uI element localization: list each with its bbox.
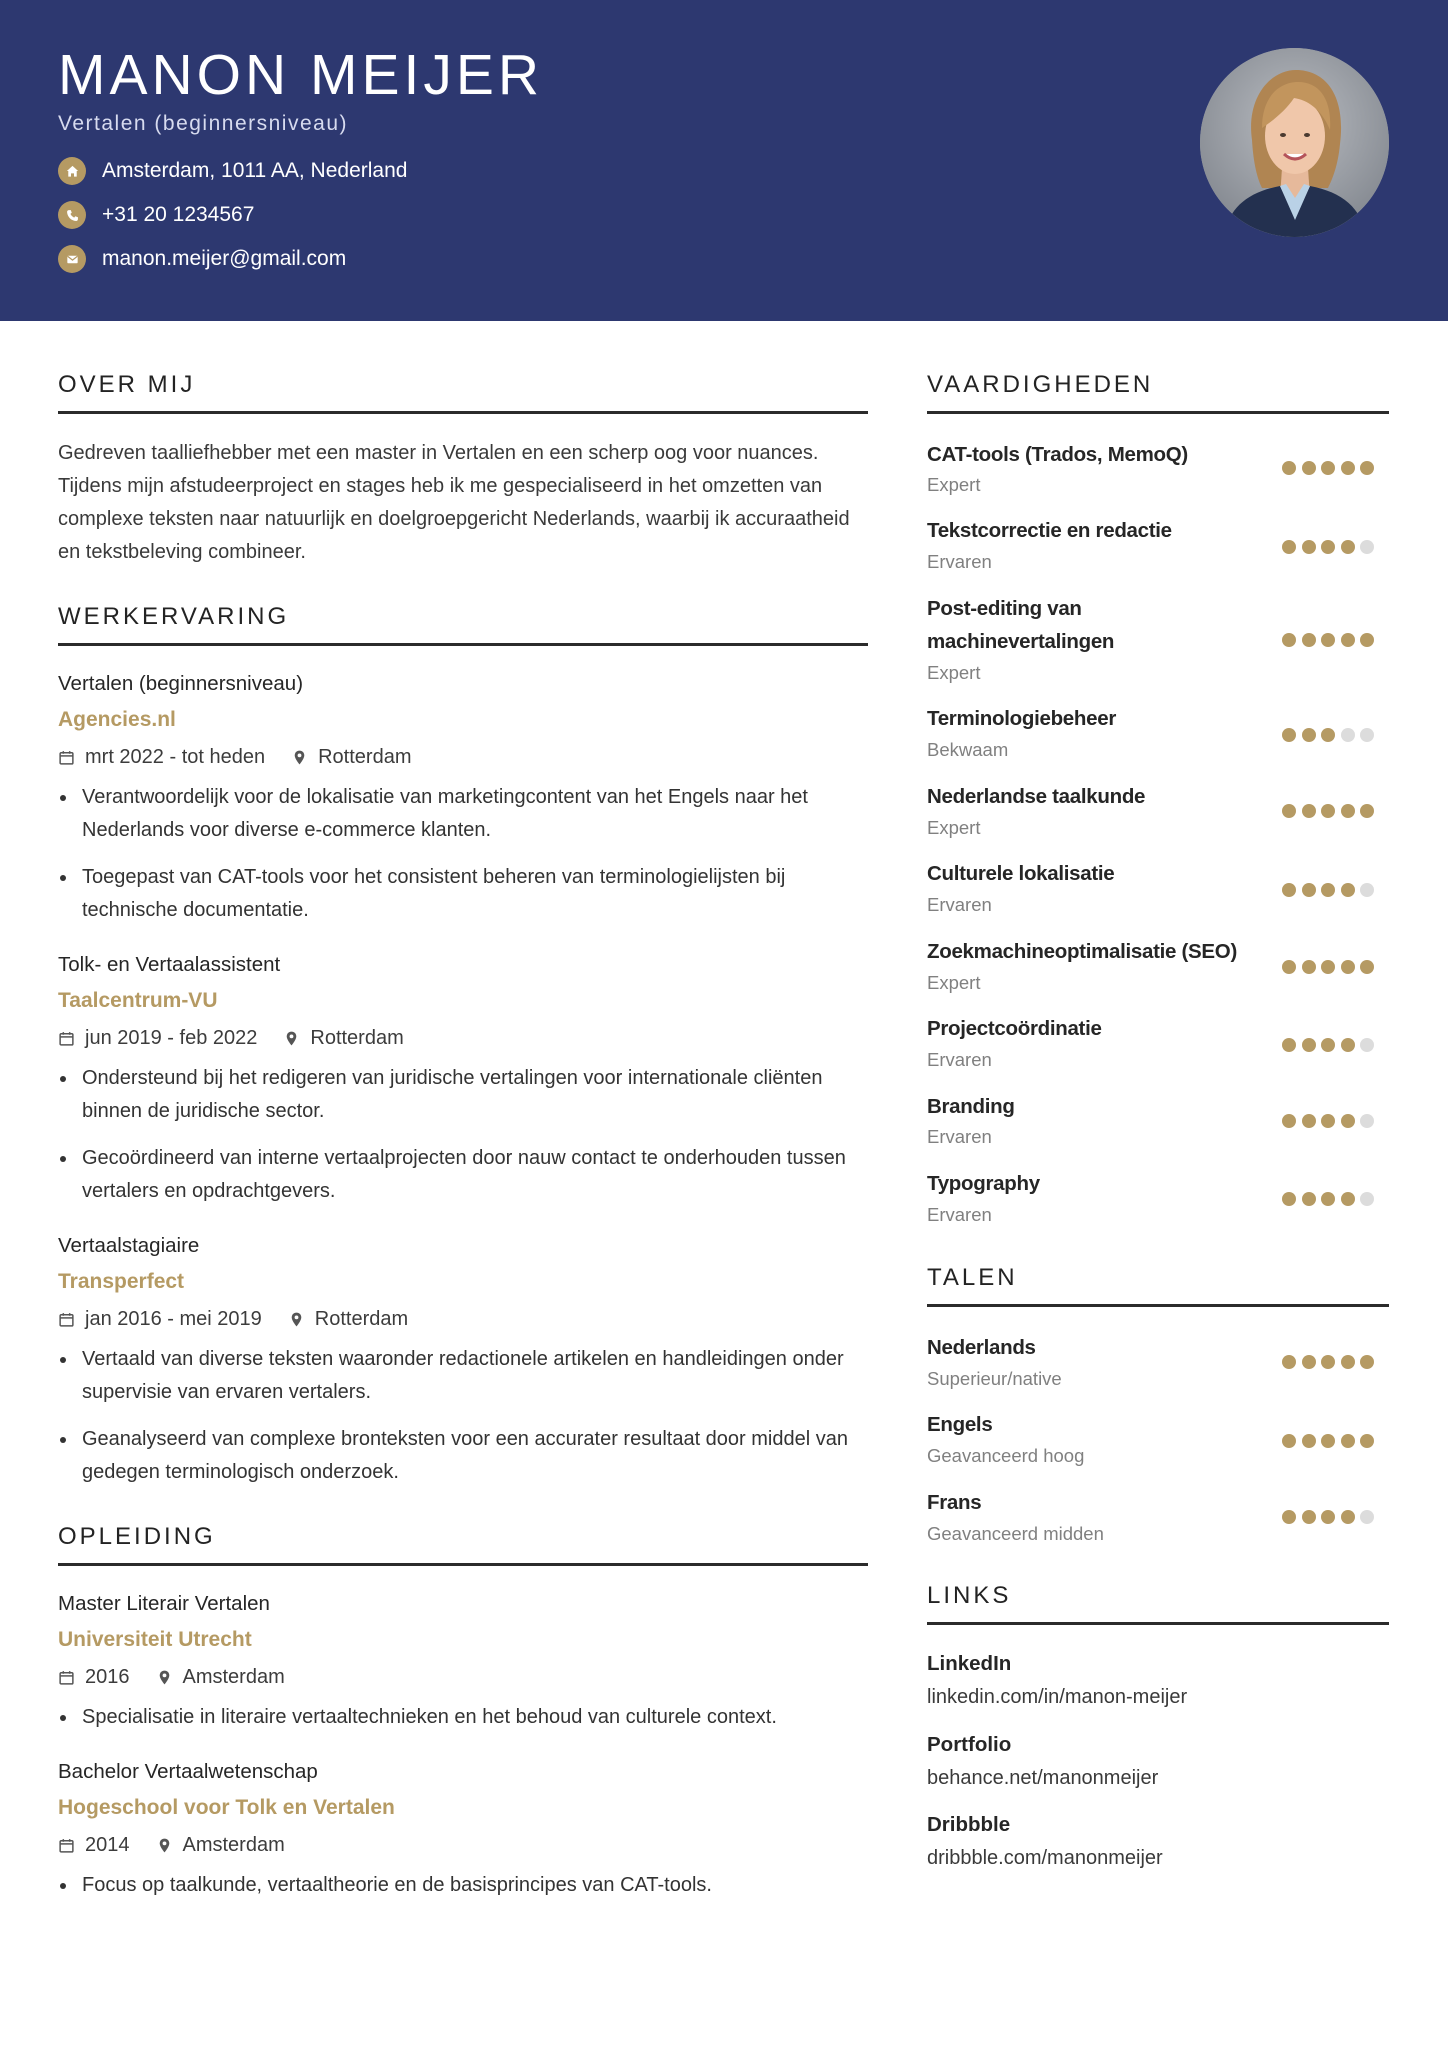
rating-dot-empty <box>1360 1192 1374 1206</box>
rating-dot-filled <box>1341 1038 1355 1052</box>
rating-dot-filled <box>1282 540 1296 554</box>
skill-name: Culturele lokalisatie <box>927 862 1115 885</box>
rating-dot-filled <box>1302 804 1316 818</box>
company-name: Taalcentrum-VU <box>58 989 218 1012</box>
rating-dot-filled <box>1321 883 1335 897</box>
rating-dot-empty <box>1360 883 1374 897</box>
rating-dot-filled <box>1321 633 1335 647</box>
language-level: Geavanceerd hoog <box>927 1445 1085 1466</box>
job-bullet: Toegepast van CAT-tools voor het consistent beheren van terminologielijsten bij technische documentatie. <box>58 861 870 927</box>
rating-dot-empty <box>1360 540 1374 554</box>
link-label-linkedin: LinkedIn <box>927 1652 1012 1675</box>
mail-icon <box>58 245 86 273</box>
rating-dot-filled <box>1302 1510 1316 1524</box>
header-banner <box>0 0 1448 321</box>
job-meta <box>58 1024 404 1052</box>
skill-rating <box>1282 1038 1380 1052</box>
phone-text[interactable]: +31 20 1234567 <box>102 203 255 226</box>
job-location: Rotterdam <box>314 1307 409 1330</box>
experience-divider <box>58 643 868 646</box>
skill-name: CAT-tools (Trados, MemoQ) <box>927 443 1188 466</box>
rating-dot-filled <box>1321 1355 1335 1369</box>
skill-level: Ervaren <box>927 1204 992 1225</box>
rating-dot-filled <box>1321 540 1335 554</box>
contact-phone <box>58 200 254 230</box>
rating-dot-filled <box>1341 960 1355 974</box>
education-year: 2016 <box>85 1665 130 1688</box>
rating-dot-filled <box>1321 461 1335 475</box>
rating-dot-filled <box>1341 1434 1355 1448</box>
calendar-icon <box>58 1030 75 1047</box>
skill-name: Post-editing van machinevertalingen <box>927 597 1115 653</box>
rating-dot-filled <box>1282 1510 1296 1524</box>
skill-name: Zoekmachineoptimalisatie (SEO) <box>927 940 1237 963</box>
education-year: 2014 <box>85 1833 130 1856</box>
school-name: Hogeschool voor Tolk en Vertalen <box>58 1796 395 1819</box>
candidate-role: Vertalen (beginnersniveau) <box>58 112 348 135</box>
skill-level: Expert <box>927 662 981 683</box>
education-meta <box>58 1831 285 1859</box>
skill-level: Bekwaam <box>927 739 1009 760</box>
rating-dot-filled <box>1282 633 1296 647</box>
about-text: Gedreven taalliefhebber met een master in Vertalen en een scherp oog voor nuances. Tijdens mijn afstudeerproject en stages heb ik me gespecialiseerd in het omzetten van complexe teksten naar natuurlijk en doelgroepgericht Nederlands, waarbij ik accuraatheid en tekstbeleving combineer. <box>58 442 850 563</box>
job-bullet: Vertaald van diverse teksten waaronder redactionele artikelen en handleidingen onder supervisie van ervaren vertalers. <box>58 1343 870 1409</box>
location-pin-icon <box>283 1030 300 1047</box>
rating-dot-filled <box>1321 728 1335 742</box>
rating-dot-filled <box>1302 633 1316 647</box>
rating-dot-filled <box>1282 728 1296 742</box>
skill-name: Typography <box>927 1172 1040 1195</box>
skill-rating <box>1282 1192 1380 1206</box>
rating-dot-filled <box>1360 1355 1374 1369</box>
rating-dot-filled <box>1302 728 1316 742</box>
address-text: Amsterdam, 1011 AA, Nederland <box>102 159 408 182</box>
job-location: Rotterdam <box>310 1026 404 1049</box>
rating-dot-filled <box>1360 960 1374 974</box>
calendar-icon <box>58 1311 75 1328</box>
rating-dot-filled <box>1302 1114 1316 1128</box>
education-location: Amsterdam <box>182 1833 285 1856</box>
rating-dot-filled <box>1302 540 1316 554</box>
skill-name: Nederlandse taalkunde <box>927 785 1146 808</box>
education-bullet: Focus op taalkunde, vertaaltheorie en de basisprincipes van CAT-tools. <box>58 1869 870 1902</box>
job-bullet: Ondersteund bij het redigeren van juridische vertalingen voor internationale cliënten binnen de juridische sector. <box>58 1062 870 1128</box>
rating-dot-filled <box>1321 1434 1335 1448</box>
rating-dot-filled <box>1360 633 1374 647</box>
rating-dot-filled <box>1282 883 1296 897</box>
skill-rating <box>1282 960 1380 974</box>
language-level: Geavanceerd midden <box>927 1523 1104 1544</box>
skill-rating <box>1282 1114 1380 1128</box>
rating-dot-filled <box>1360 461 1374 475</box>
rating-dot-empty <box>1341 728 1355 742</box>
rating-dot-filled <box>1341 1114 1355 1128</box>
job-bullet: Geanalyseerd van complexe bronteksten voor een accurater resultaat door middel van gedegen terminologisch onderzoek. <box>58 1423 870 1489</box>
calendar-icon <box>58 749 75 766</box>
languages-heading: TALEN <box>927 1264 1018 1291</box>
location-pin-icon <box>156 1669 173 1686</box>
job-meta <box>58 1305 408 1333</box>
skill-rating <box>1282 540 1380 554</box>
skill-name: Branding <box>927 1095 1015 1118</box>
job-dates: mrt 2022 - tot heden <box>85 745 266 768</box>
skill-level: Ervaren <box>927 894 992 915</box>
experience-heading: WERKERVARING <box>58 603 290 630</box>
calendar-icon <box>58 1837 75 1854</box>
skills-heading: VAARDIGHEDEN <box>927 371 1154 398</box>
rating-dot-filled <box>1302 883 1316 897</box>
rating-dot-empty <box>1360 1114 1374 1128</box>
link-url-dribbble[interactable]: dribbble.com/manonmeijer <box>927 1847 1163 1869</box>
link-url-portfolio[interactable]: behance.net/manonmeijer <box>927 1767 1159 1789</box>
job-bullet: Verantwoordelijk voor de lokalisatie van marketingcontent van het Engels naar het Nederlands voor diverse e-commerce klanten. <box>58 781 870 847</box>
links-divider <box>927 1622 1389 1625</box>
link-label-portfolio: Portfolio <box>927 1733 1012 1756</box>
rating-dot-filled <box>1321 1038 1335 1052</box>
skill-name: Projectcoördinatie <box>927 1017 1102 1040</box>
rating-dot-filled <box>1282 1355 1296 1369</box>
rating-dot-filled <box>1302 461 1316 475</box>
languages-divider <box>927 1304 1389 1307</box>
skill-rating <box>1282 728 1380 742</box>
rating-dot-filled <box>1282 461 1296 475</box>
language-rating <box>1282 1355 1380 1369</box>
job-location: Rotterdam <box>318 745 412 768</box>
language-rating <box>1282 1434 1380 1448</box>
skill-rating <box>1282 461 1380 475</box>
company-name: Transperfect <box>58 1270 185 1293</box>
rating-dot-filled <box>1302 1355 1316 1369</box>
rating-dot-filled <box>1302 1434 1316 1448</box>
education-heading: OPLEIDING <box>58 1523 216 1550</box>
location-pin-icon <box>291 749 308 766</box>
rating-dot-empty <box>1360 1510 1374 1524</box>
job-title: Vertalen (beginnersniveau) <box>58 672 304 695</box>
home-icon <box>58 157 86 185</box>
rating-dot-filled <box>1341 883 1355 897</box>
job-meta <box>58 743 411 771</box>
email-text[interactable]: manon.meijer@gmail.com <box>102 247 347 270</box>
rating-dot-filled <box>1282 1114 1296 1128</box>
rating-dot-filled <box>1341 1355 1355 1369</box>
rating-dot-filled <box>1321 1510 1335 1524</box>
rating-dot-filled <box>1360 804 1374 818</box>
rating-dot-filled <box>1341 461 1355 475</box>
education-bullet: Specialisatie in literaire vertaaltechnieken en het behoud van culturele context. <box>58 1701 870 1734</box>
company-name: Agencies.nl <box>58 708 176 731</box>
skill-name: Terminologiebeheer <box>927 707 1117 730</box>
language-name: Engels <box>927 1413 993 1436</box>
rating-dot-filled <box>1302 960 1316 974</box>
links-heading: LINKS <box>927 1582 1012 1609</box>
rating-dot-filled <box>1341 1510 1355 1524</box>
skills-divider <box>927 411 1389 414</box>
phone-icon <box>58 201 86 229</box>
location-pin-icon <box>156 1837 173 1854</box>
rating-dot-filled <box>1302 1192 1316 1206</box>
rating-dot-filled <box>1321 1114 1335 1128</box>
language-name: Frans <box>927 1491 982 1514</box>
language-rating <box>1282 1510 1380 1524</box>
job-title: Vertaalstagiaire <box>58 1234 200 1257</box>
skill-name: Tekstcorrectie en redactie <box>927 519 1172 542</box>
degree-title: Master Literair Vertalen <box>58 1592 270 1615</box>
skill-level: Expert <box>927 474 981 495</box>
rating-dot-filled <box>1282 1434 1296 1448</box>
education-meta <box>58 1663 285 1691</box>
location-pin-icon <box>288 1311 305 1328</box>
link-label-dribbble: Dribbble <box>927 1813 1011 1836</box>
skill-rating <box>1282 883 1380 897</box>
job-dates: jan 2016 - mei 2019 <box>85 1307 262 1330</box>
job-bullet: Gecoördineerd van interne vertaalprojecten door nauw contact te onderhouden tussen vertalers en opdrachtgevers. <box>58 1142 870 1208</box>
link-url-linkedin[interactable]: linkedin.com/in/manon-meijer <box>927 1686 1188 1708</box>
rating-dot-empty <box>1360 728 1374 742</box>
skill-level: Expert <box>927 972 981 993</box>
education-divider <box>58 1563 868 1566</box>
rating-dot-filled <box>1321 1192 1335 1206</box>
skill-rating <box>1282 804 1380 818</box>
rating-dot-filled <box>1341 540 1355 554</box>
rating-dot-filled <box>1341 1192 1355 1206</box>
rating-dot-filled <box>1341 804 1355 818</box>
rating-dot-filled <box>1321 804 1335 818</box>
skill-rating <box>1282 633 1380 647</box>
school-name: Universiteit Utrecht <box>58 1628 252 1651</box>
about-divider <box>58 411 868 414</box>
rating-dot-empty <box>1360 1038 1374 1052</box>
rating-dot-filled <box>1282 960 1296 974</box>
rating-dot-filled <box>1302 1038 1316 1052</box>
language-level: Superieur/native <box>927 1368 1062 1389</box>
rating-dot-filled <box>1282 804 1296 818</box>
calendar-icon <box>58 1669 75 1686</box>
rating-dot-filled <box>1282 1192 1296 1206</box>
skill-level: Ervaren <box>927 1049 992 1070</box>
skill-level: Ervaren <box>927 551 992 572</box>
rating-dot-filled <box>1341 633 1355 647</box>
job-title: Tolk- en Vertaalassistent <box>58 953 281 976</box>
contact-email <box>58 244 346 274</box>
rating-dot-filled <box>1360 1434 1374 1448</box>
candidate-name: MANON MEIJER <box>58 43 544 107</box>
profile-photo <box>1200 48 1389 237</box>
rating-dot-filled <box>1321 960 1335 974</box>
degree-title: Bachelor Vertaalwetenschap <box>58 1760 318 1783</box>
skill-level: Expert <box>927 817 981 838</box>
education-location: Amsterdam <box>182 1665 285 1688</box>
language-name: Nederlands <box>927 1336 1036 1359</box>
job-dates: jun 2019 - feb 2022 <box>85 1026 258 1049</box>
rating-dot-filled <box>1282 1038 1296 1052</box>
skill-level: Ervaren <box>927 1126 992 1147</box>
about-heading: OVER MIJ <box>58 371 196 398</box>
contact-address <box>58 156 407 186</box>
